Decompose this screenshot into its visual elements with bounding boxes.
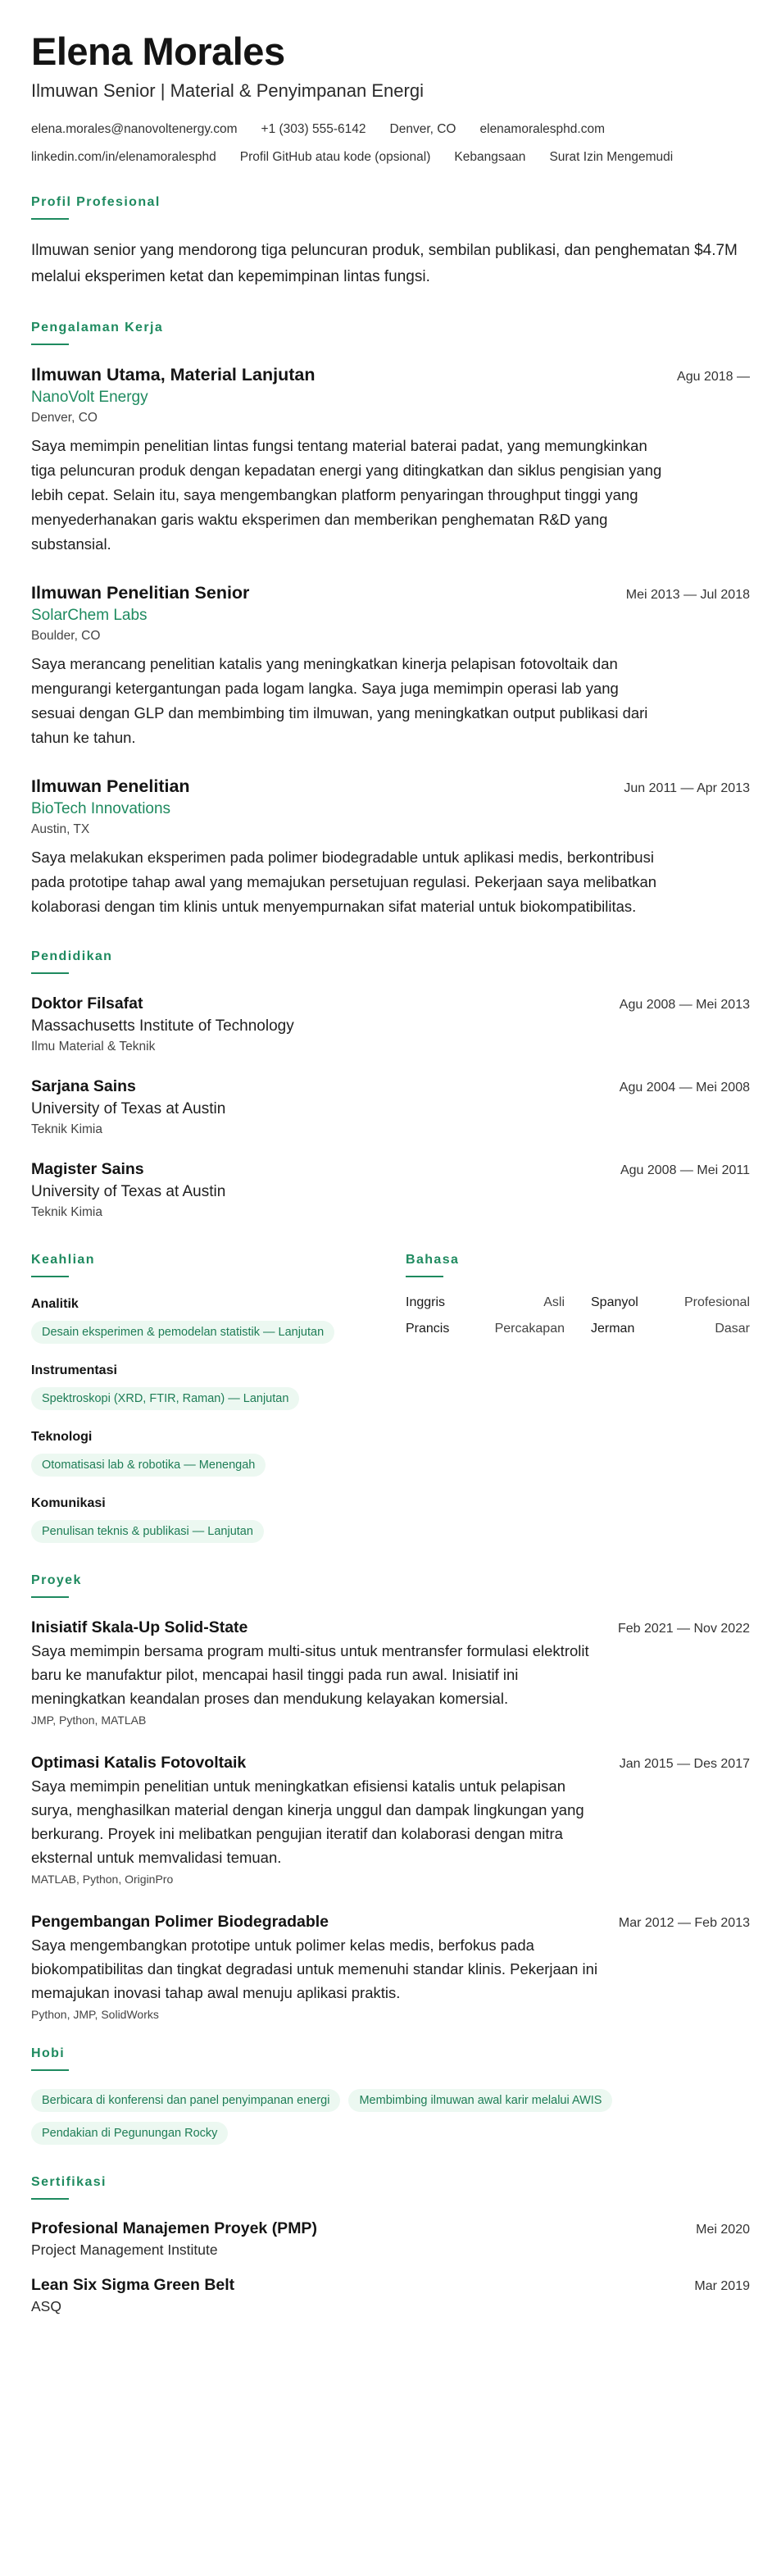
language-name: Spanyol xyxy=(591,1295,638,1309)
language-level: Percakapan xyxy=(494,1322,565,1336)
section-title: Keahlian xyxy=(31,1253,95,1267)
language-name: Jerman xyxy=(591,1322,635,1336)
projects-section xyxy=(31,1572,750,2023)
job-date: Jun 2011 — Apr 2013 xyxy=(624,781,750,795)
degree-title: Magister Sains xyxy=(31,1160,144,1178)
project-entry xyxy=(31,1910,750,2023)
resume-header xyxy=(31,30,750,165)
skill-pill: Penulisan teknis & publikasi — Lanjutan xyxy=(31,1520,264,1543)
language-level: Profesional xyxy=(683,1295,750,1309)
certification-title: Lean Six Sigma Green Belt xyxy=(31,2276,235,2294)
project-date: Jan 2015 — Des 2017 xyxy=(619,1757,750,1771)
project-tech: JMP, Python, MATLAB xyxy=(31,1714,147,1727)
education-entry xyxy=(31,1158,750,1222)
certification-issuer: Project Management Institute xyxy=(31,2241,218,2258)
school-name: Massachusetts Institute of Technology xyxy=(31,1017,294,1035)
skill-pill: Spektroskopi (XRD, FTIR, Raman) — Lanjutan xyxy=(31,1387,299,1410)
project-tech: MATLAB, Python, OriginPro xyxy=(31,1873,174,1886)
section-divider xyxy=(406,1276,443,1277)
project-title: Pengembangan Polimer Biodegradable xyxy=(31,1913,329,1931)
job-date: Mei 2013 — Jul 2018 xyxy=(625,588,750,602)
job-entry xyxy=(31,363,750,557)
contact-driving-license: Surat Izin Mengemudi xyxy=(549,150,674,164)
study-field: Ilmu Material & Teknik xyxy=(31,1040,156,1054)
contact-email[interactable]: elena.morales@nanovoltenergy.com xyxy=(31,122,238,136)
job-entry xyxy=(31,775,750,919)
candidate-headline: Ilmuwan Senior | Material & Penyimpanan Energi xyxy=(31,80,424,101)
language-level: Dasar xyxy=(715,1322,750,1336)
degree-title: Sarjana Sains xyxy=(31,1077,136,1095)
job-description: Saya merancang penelitian katalis yang meningkatkan kinerja pelapisan fotovoltaik dan mengurangi ketergantungan pada logam langka. Saya juga memimpin operasi lab yang sesuai dengan GLP dan membimbing tim ilmuwan, yang meningkatkan output publikasi dari tahun ke tahun. xyxy=(31,655,648,746)
experience-section xyxy=(31,320,750,919)
section-title: Pengalaman Kerja xyxy=(31,321,164,335)
degree-title: Doktor Filsafat xyxy=(31,994,143,1013)
job-company: NanoVolt Energy xyxy=(31,389,148,406)
languages-section xyxy=(406,1252,750,1561)
language-list xyxy=(406,1295,750,1336)
project-description: Saya memimpin bersama program multi-situs untuk mentransfer formulasi elektrolit baru ke manufaktur pilot, mencapai hasil tinggi pada run awal. Inisiatif ini meningkatkan keandalan proses dan mendukung kelayakan komersial. xyxy=(31,1642,589,1707)
project-description: Saya mengembangkan prototipe untuk polimer kelas medis, berfokus pada biokompatibilitas dan tingkat degradasi untuk memenuhi standar klinis. Pekerjaan ini memajukan inovasi tahap awal menuju aplikasi praktis. xyxy=(31,1937,598,2001)
section-title: Pendidikan xyxy=(31,949,113,963)
job-title: Ilmuwan Penelitian Senior xyxy=(31,583,250,603)
section-divider xyxy=(31,1596,69,1598)
hobby-pill: Membimbing ilmuwan awal karir melalui AWIS xyxy=(348,2089,612,2112)
project-entry xyxy=(31,1751,750,1887)
certification-title: Profesional Manajemen Proyek (PMP) xyxy=(31,2219,317,2237)
section-divider xyxy=(31,1276,69,1277)
skill-category: Komunikasi xyxy=(31,1496,106,1510)
education-entry xyxy=(31,1075,750,1140)
skill-category: Analitik xyxy=(31,1297,79,1311)
study-field: Teknik Kimia xyxy=(31,1205,102,1219)
profile-section xyxy=(31,194,750,290)
job-location: Austin, TX xyxy=(31,822,90,836)
project-date: Feb 2021 — Nov 2022 xyxy=(618,1622,750,1636)
skill-category: Teknologi xyxy=(31,1430,93,1444)
education-section xyxy=(31,949,750,1222)
project-date: Mar 2012 — Feb 2013 xyxy=(618,1916,750,1930)
study-field: Teknik Kimia xyxy=(31,1122,102,1136)
section-title: Proyek xyxy=(31,1573,82,1587)
certification-entry xyxy=(31,2218,750,2260)
project-description: Saya memimpin penelitian untuk meningkatkan efisiensi katalis untuk pelapisan surya, menghasilkan material dengan kinerja unggul dan dampak lingkungan yang berkurang. Proyek ini melibatkan pengujian iteratif dan kolaborasi dengan mitra eksternal untuk memvalidasi temuan. xyxy=(31,1777,584,1866)
hobby-pill: Pendakian di Pegunungan Rocky xyxy=(31,2122,228,2145)
education-date: Agu 2004 — Mei 2008 xyxy=(619,1081,750,1095)
contact-website[interactable]: elenamoralesphd.com xyxy=(479,122,606,136)
hobby-list xyxy=(31,2089,750,2145)
project-tech: Python, JMP, SolidWorks xyxy=(31,2008,159,2021)
language-item xyxy=(406,1295,578,1310)
education-entry xyxy=(31,992,750,1057)
language-level: Asli xyxy=(543,1295,565,1309)
section-divider xyxy=(31,218,69,220)
skills-section xyxy=(31,1252,406,1561)
language-item xyxy=(578,1295,750,1310)
section-title: Hobi xyxy=(31,2046,66,2060)
section-title: Profil Profesional xyxy=(31,195,161,209)
hobbies-section xyxy=(31,2046,750,2145)
section-title: Sertifikasi xyxy=(31,2175,107,2189)
job-company: BioTech Innovations xyxy=(31,800,171,817)
project-entry xyxy=(31,1616,750,1728)
language-item xyxy=(578,1322,750,1336)
language-item xyxy=(406,1322,578,1336)
job-title: Ilmuwan Utama, Material Lanjutan xyxy=(31,365,316,385)
job-company: SolarChem Labs xyxy=(31,607,148,624)
job-description: Saya melakukan eksperimen pada polimer biodegradable untuk aplikasi medis, berkontribusi pada prototipe tahap awal yang memajukan persetujuan regulasi. Pekerjaan saya melibatkan kolaborasi dengan tim klinis untuk menyempurnakan sifat material untuk biokompatibilitas. xyxy=(31,849,657,915)
section-divider xyxy=(31,2069,69,2071)
section-divider xyxy=(31,344,69,345)
school-name: University of Texas at Austin xyxy=(31,1183,226,1200)
skill-pill: Otomatisasi lab & robotika — Menengah xyxy=(31,1454,266,1477)
job-date: Agu 2018 — xyxy=(677,370,750,384)
job-location: Boulder, CO xyxy=(31,629,101,643)
contact-linkedin[interactable]: linkedin.com/in/elenamoralesphd xyxy=(31,150,216,164)
language-name: Inggris xyxy=(406,1295,446,1309)
contact-nationality: Kebangsaan xyxy=(454,150,526,164)
project-title: Inisiatif Skala-Up Solid-State xyxy=(31,1618,248,1636)
certification-date: Mei 2020 xyxy=(696,2223,750,2237)
skill-category: Instrumentasi xyxy=(31,1363,117,1377)
profile-summary: Ilmuwan senior yang mendorong tiga peluncuran produk, sembilan publikasi, dan penghematan $4.7M melalui eksperimen ketat dan kepemimpinan lintas fungsi. xyxy=(31,242,738,285)
candidate-name: Elena Morales xyxy=(31,30,285,73)
section-divider xyxy=(31,972,69,974)
contact-info xyxy=(31,121,750,165)
skill-pill: Desain eksperimen & pemodelan statistik — Lanjutan xyxy=(31,1321,334,1344)
job-entry xyxy=(31,581,750,750)
certification-date: Mar 2019 xyxy=(694,2279,750,2293)
project-title: Optimasi Katalis Fotovoltaik xyxy=(31,1754,247,1772)
certifications-section xyxy=(31,2174,750,2316)
language-name: Prancis xyxy=(406,1322,450,1336)
job-title: Ilmuwan Penelitian xyxy=(31,776,190,796)
contact-github[interactable]: Profil GitHub atau kode (opsional) xyxy=(239,150,431,164)
job-location: Denver, CO xyxy=(31,411,98,425)
section-divider xyxy=(31,2198,69,2200)
job-description: Saya memimpin penelitian lintas fungsi tentang material baterai padat, yang memungkinkan tiga peluncuran produk dengan kepadatan energi yang ditingkatkan dan siklus pengisian yang lebih cepat. Selain itu, saya mengembangkan platform penyaringan throughput tinggi yang menyederhanakan garis waktu eksperimen dan memberikan penghematan R&D yang substansial. xyxy=(31,437,662,553)
hobby-pill: Berbicara di konferensi dan panel penyimpanan energi xyxy=(31,2089,340,2112)
certification-entry xyxy=(31,2274,750,2316)
contact-phone[interactable]: +1 (303) 555-6142 xyxy=(261,122,366,136)
section-title: Bahasa xyxy=(406,1253,460,1267)
education-date: Agu 2008 — Mei 2013 xyxy=(619,998,750,1012)
certification-issuer: ASQ xyxy=(31,2298,61,2314)
education-date: Agu 2008 — Mei 2011 xyxy=(620,1163,750,1177)
skills-languages-row xyxy=(31,1252,750,1561)
contact-location: Denver, CO xyxy=(389,122,456,136)
school-name: University of Texas at Austin xyxy=(31,1100,226,1117)
